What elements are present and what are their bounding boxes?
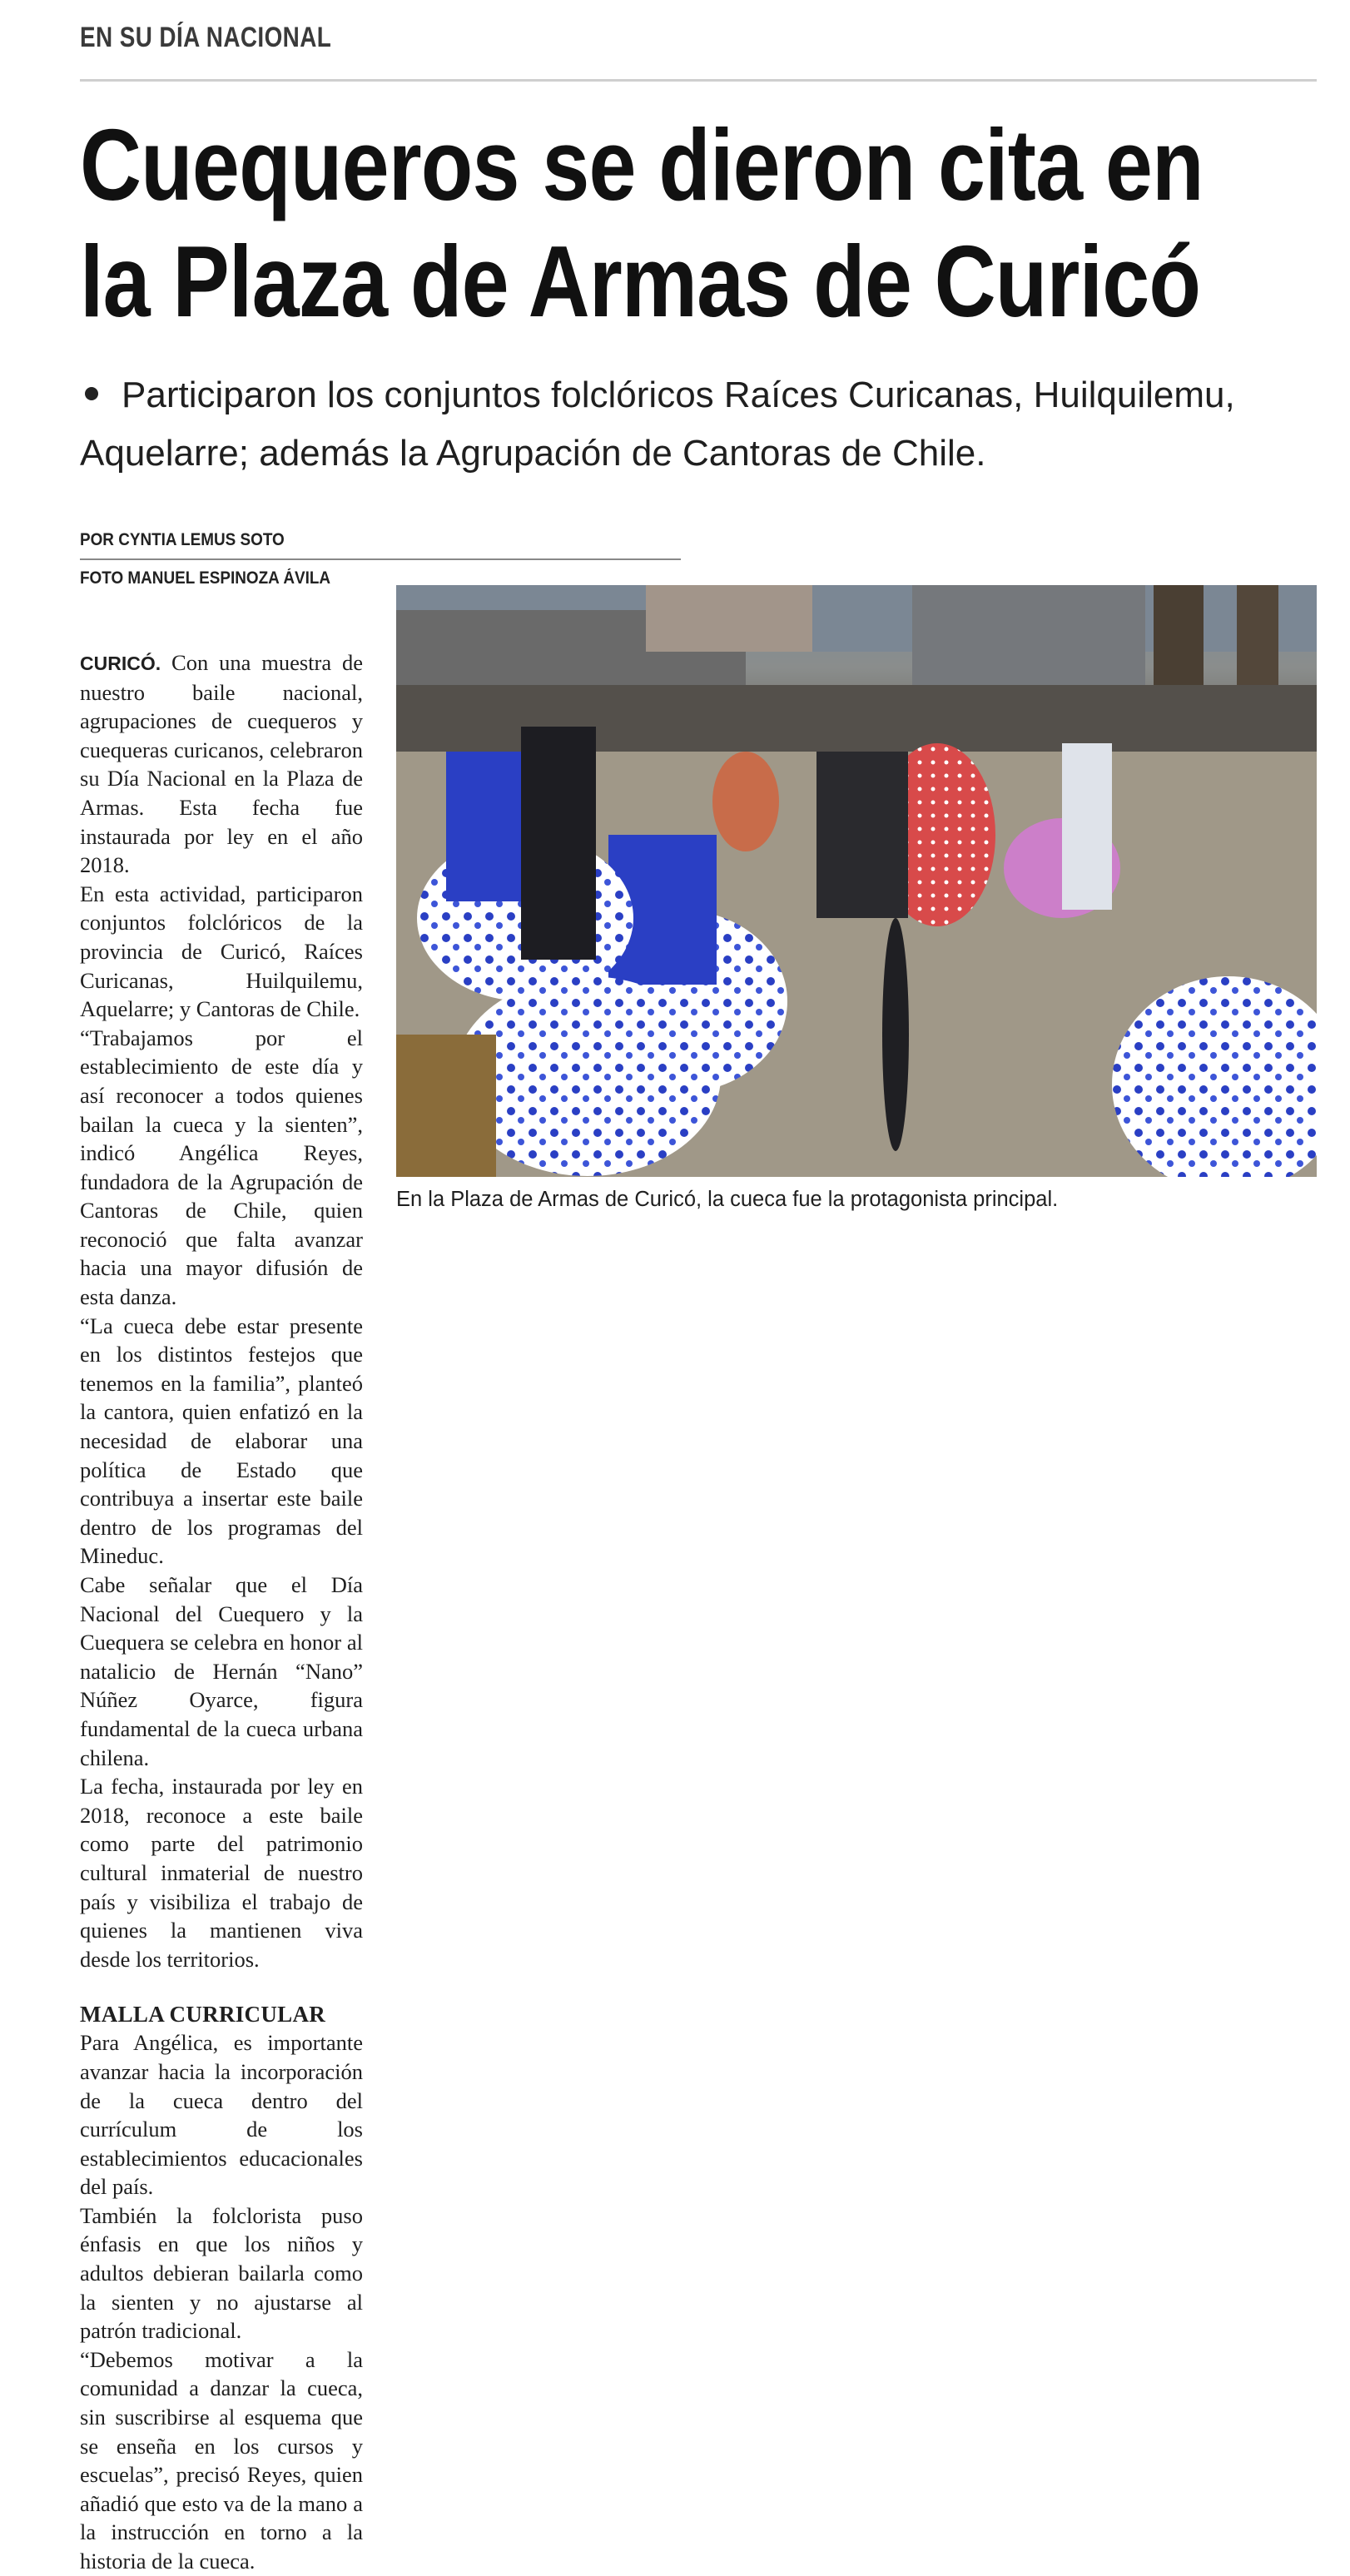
body-paragraph: “La cueca debe estar presente en los distintos festejos que tenemos en la familia”, planteó la cantora, quien enfatizó en la necesidad de elaborar una política de Estado que contribuya a insertar este baile dentro de los programas del Mineduc.	[80, 1313, 363, 1569]
bullet-icon	[85, 387, 98, 400]
byline: POR CYNTIA LEMUS SOTO	[80, 530, 285, 549]
headline	[80, 107, 1268, 340]
body-paragraph: Cabe señalar que el Día Nacional del Cuequero y la Cuequera se celebra en honor al natalicio de Hernán “Nano” Núñez Oyarce, figura fundamental de la cueca urbana chilena.	[80, 1572, 363, 1770]
article-photo	[396, 585, 1317, 1177]
headline-line-1: Cuequeros se dieron cita en	[80, 108, 1204, 221]
headline-line-2: la Plaza de Armas de Curicó	[80, 225, 1201, 338]
subhead-text: Participaron los conjuntos folclóricos Raíces Curicanas, Huilquilemu, Aquelarre; además la Agrupación de Cantoras de Chile.	[80, 375, 1235, 474]
credit-divider	[80, 558, 681, 560]
dateline: CURICÓ.	[80, 653, 161, 674]
credits	[80, 528, 681, 591]
top-divider	[80, 79, 1317, 82]
body-paragraph: “Trabajamos por el establecimiento de este día y así reconocer a todos quienes bailan la cueca y la sienten”, indicó Angélica Reyes, fundadora de la Agrupación de Cantoras de Chile, quien reconoció que falta avanzar hacia una mayor difusión de esta danza.	[80, 1025, 363, 1310]
body-paragraph: La fecha, instaurada por ley en 2018, reconoce a este baile como parte del patrimonio cultural inmaterial de nuestro país y visibiliza el trabajo de quienes la mantienen viva desde los territorios.	[80, 1774, 363, 1972]
photo-caption: En la Plaza de Armas de Curicó, la cueca fue la protagonista principal.	[396, 1188, 1059, 1211]
section-subheading: MALLA CURRICULAR	[80, 2002, 326, 2028]
subhead	[80, 366, 1328, 483]
body-paragraph: En esta actividad, participaron conjuntos folclóricos de la provincia de Curicó, Raíces Curicanas, Huilquilemu, Aquelarre; y Cantoras de Chile.	[80, 881, 363, 1022]
cueca-dancers-photo	[396, 585, 1317, 1177]
photo-credit: FOTO MANUEL ESPINOZA ÁVILA	[80, 568, 331, 588]
lead-text: Con una muestra de nuestro baile nacional, agrupaciones de cuequeros y cuequeras curicanos, celebraron su Día Nacional en la Plaza de Armas. Esta fecha fue instaurada por ley en el año 2018.	[80, 650, 363, 878]
body-paragraph: Para Angélica, es importante avanzar hacia la incorporación de la cueca dentro del currículum de los establecimientos educacionales del país.	[80, 2030, 363, 2200]
section-label: EN SU DÍA NACIONAL	[80, 22, 332, 53]
body-paragraph: “Debemos motivar a la comunidad a danzar la cueca, sin suscribirse al esquema que se enseña en los cursos y escuelas”, precisó Reyes, quien añadió que esto va de la mano a la instrucción en torno a la historia de la cueca.	[80, 2346, 363, 2574]
body-paragraph: También la folclorista puso énfasis en que los niños y adultos debieran bailarla como la sienten y no ajustarse al patrón tradicional.	[80, 2202, 363, 2344]
article-body	[80, 648, 363, 2576]
lead-paragraph	[80, 648, 363, 880]
